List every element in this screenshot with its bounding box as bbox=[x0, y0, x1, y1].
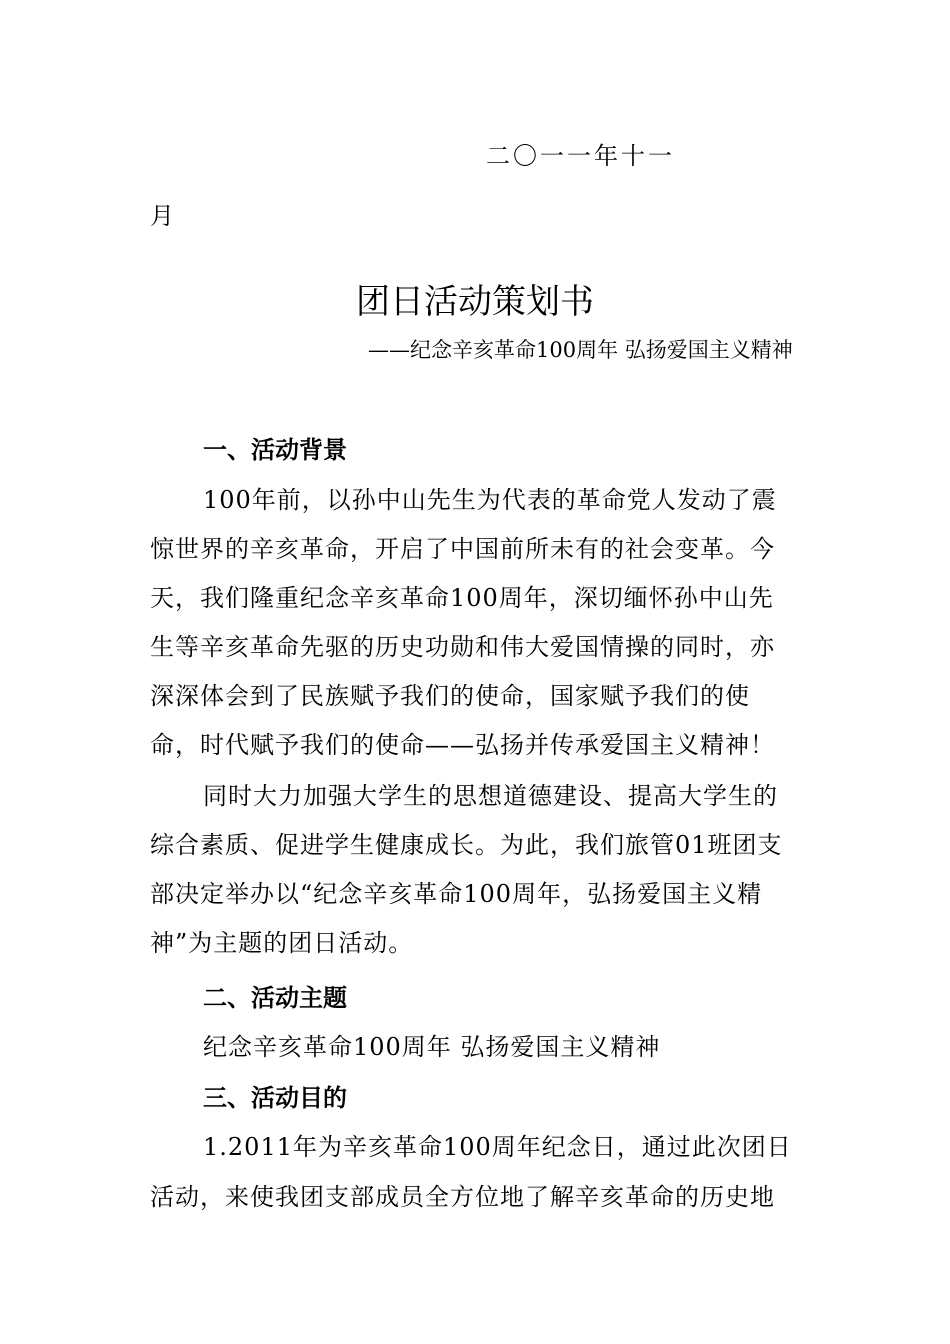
paragraph-line: 1.2011年为辛亥革命100周年纪念日，通过此次团日 bbox=[203, 1133, 792, 1161]
paragraph-line: 100年前，以孙中山先生为代表的革命党人发动了震 bbox=[203, 486, 777, 514]
date-line-1: 二〇一一年十一 bbox=[486, 142, 675, 170]
section-heading-theme: 二、活动主题 bbox=[203, 984, 347, 1012]
document-subtitle: ——纪念辛亥革命100周年 弘扬爱国主义精神 bbox=[368, 338, 793, 362]
paragraph-line: 活动，来使我团支部成员全方位地了解辛亥革命的历史地 bbox=[150, 1183, 775, 1211]
date-line-2: 月 bbox=[150, 202, 174, 230]
paragraph-line: 天，我们隆重纪念辛亥革命100周年，深切缅怀孙中山先 bbox=[150, 584, 774, 612]
paragraph-line: 命，时代赋予我们的使命——弘扬并传承爱国主义精神！ bbox=[150, 731, 775, 759]
paragraph-line: 惊世界的辛亥革命，开启了中国前所未有的社会变革。今 bbox=[150, 535, 775, 563]
paragraph-line: 同时大力加强大学生的思想道德建设、提高大学生的 bbox=[203, 782, 778, 810]
theme-line: 纪念辛亥革命100周年 弘扬爱国主义精神 bbox=[203, 1033, 661, 1061]
paragraph-line: 部决定举办以“纪念辛亥革命100周年，弘扬爱国主义精 bbox=[150, 880, 763, 908]
document-title: 团日活动策划书 bbox=[356, 282, 594, 322]
section-heading-purpose: 三、活动目的 bbox=[203, 1084, 347, 1112]
paragraph-line: 神”为主题的团日活动。 bbox=[150, 929, 414, 957]
paragraph-line: 深深体会到了民族赋予我们的使命，国家赋予我们的使 bbox=[150, 682, 750, 710]
section-heading-background: 一、活动背景 bbox=[203, 436, 347, 464]
paragraph-line: 生等辛亥革命先驱的历史功勋和伟大爱国情操的同时，亦 bbox=[150, 633, 775, 661]
paragraph-line: 综合素质、促进学生健康成长。为此，我们旅管01班团支 bbox=[150, 831, 783, 859]
